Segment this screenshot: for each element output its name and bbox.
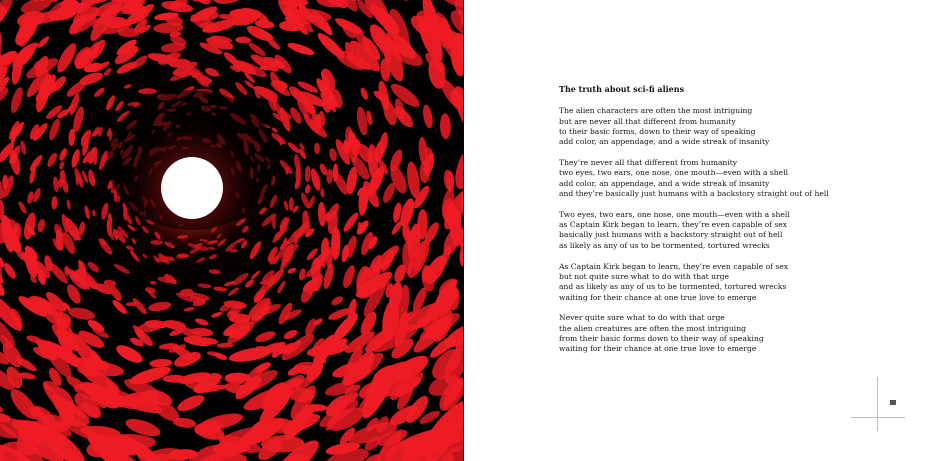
stanza-1 <box>559 106 899 147</box>
poem-line: the alien creatures are often the most intriguing <box>559 323 746 333</box>
poem-line: waiting for their chance at one true love to emerge <box>559 292 757 302</box>
stanza-3 <box>559 210 899 251</box>
poem-line: add color, an appendage, and a wide streak of insanity <box>559 178 770 188</box>
poem-line: as likely as any of us to be tormented, tortured wrecks <box>559 240 770 250</box>
crop-mark-horizontal <box>851 417 905 418</box>
poem-line: basically just humans with a backstory straight out of hell <box>559 230 783 240</box>
poem-line: add color, an appendage, and a wide streak of insanity <box>559 137 770 147</box>
poem <box>559 84 899 365</box>
page-marker-icon <box>890 400 896 405</box>
text-page <box>465 0 928 461</box>
poem-line: two eyes, two ears, one nose, one mouth—even with a shell <box>559 168 789 178</box>
stanza-5 <box>559 313 899 354</box>
poem-line: but are never all that different from humanity <box>559 116 736 126</box>
stanza-4 <box>559 262 899 303</box>
light-orb <box>161 157 223 219</box>
poem-line: The alien characters are often the most intriguing <box>559 106 753 116</box>
poem-title: The truth about sci-fi aliens <box>559 84 685 94</box>
poem-line: as Captain Kirk began to learn, they’re even capable of sex <box>559 220 788 230</box>
poem-line: and as likely as any of us to be tormented, tortured wrecks <box>559 282 787 292</box>
poem-line: Two eyes, two ears, one nose, one mouth—even with a shell <box>559 209 790 219</box>
poem-line: to their basic forms, down to their way of speaking <box>559 126 756 136</box>
poem-line: They’re never all that different from humanity <box>559 158 738 168</box>
poem-line: Never quite sure what to do with that urge <box>559 313 725 323</box>
stanza-2 <box>559 158 899 199</box>
poem-line: As Captain Kirk began to learn, they’re even capable of sex <box>559 261 789 271</box>
poem-line: waiting for their chance at one true love to emerge <box>559 344 757 354</box>
crop-mark-vertical <box>877 377 878 431</box>
poem-line: from their basic forms down to their way of speaking <box>559 334 764 344</box>
poem-line: but not quite sure what to do with that urge <box>559 271 729 281</box>
poem-line: and they’re basically just humans with a backstory straight out of hell <box>559 188 829 198</box>
